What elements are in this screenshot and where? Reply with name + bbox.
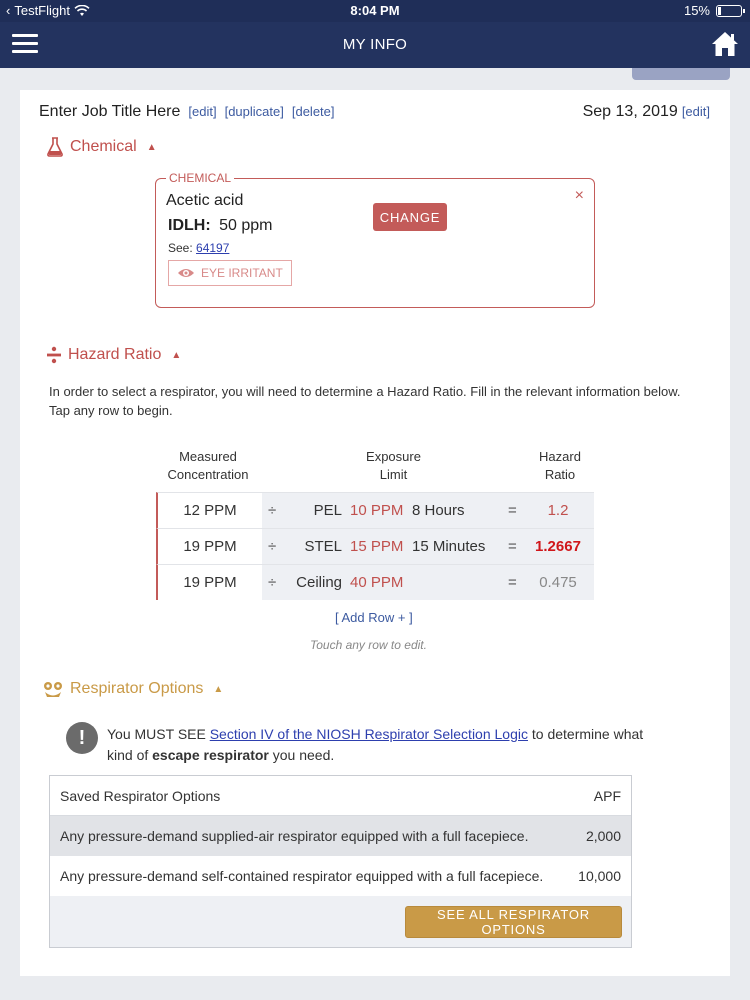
niosh-logic-link[interactable]: Section IV of the NIOSH Respirator Selection Logic [209,726,528,742]
battery-percent: 15% [683,3,710,18]
limit-cell-group [262,529,594,564]
add-row-link[interactable]: [ Add Row + ] [335,610,413,625]
measured-cell: 12 PPM [158,493,262,528]
eye-irritant-badge [168,260,292,286]
flask-icon [46,137,64,157]
status-bar [0,0,750,22]
limit-value: 10 PPM [350,502,404,519]
badge-text: EYE IRRITANT [201,266,283,280]
limit-cell-group [262,493,594,528]
job-date: Sep 13, 2019 [582,103,678,120]
job-title: Enter Job Title Here [39,103,181,120]
job-date-group [583,103,710,121]
chemical-legend: CHEMICAL [166,171,234,185]
change-chemical-button[interactable]: CHANGE [373,203,447,231]
job-card [20,90,730,976]
eye-icon [177,267,195,279]
collapse-triangle-icon: ▲ [146,141,157,153]
chemical-card [155,171,595,308]
measured-cell: 19 PPM [158,565,262,600]
header-exposure: Exposure Limit [366,449,421,482]
limit-duration: 8 Hours [412,502,465,519]
collapse-triangle-icon: ▲ [213,683,224,695]
limit-cell-group [262,565,594,600]
apf-header: APF [593,788,621,804]
respirator-table-header [50,776,631,816]
remove-chemical-icon[interactable]: × [574,187,584,204]
battery-icon [716,5,742,17]
divide-icon [46,346,62,364]
hazard-ratio-value: 0.475 [539,574,577,591]
hazard-row[interactable] [156,528,594,564]
idlh-label: IDLH: [168,217,211,234]
page-title: MY INFO [342,36,408,53]
hazard-table-header [156,438,594,492]
hazard-description: In order to select a respirator, you will need to determine a Hazard Ratio. Fill in the relevant information below. Tap any row to begin. [49,384,681,418]
touch-hint: Touch any row to edit. [310,638,427,652]
respirator-mask-icon [42,679,64,699]
respirator-apf: 2,000 [585,828,621,844]
warning-icon: ! [66,722,98,754]
warning-text: You MUST SEE Section IV of the NIOSH Respirator Selection Logic to determine what kind of escape respirator you need. [107,726,644,763]
chemical-section-header[interactable] [46,137,157,157]
equals-symbol: = [508,574,517,591]
hazard-ratio-table [156,438,594,600]
limit-value: 40 PPM [350,574,404,591]
respirator-heading: Respirator Options [70,680,204,697]
battery-fill [718,7,721,15]
limit-type: STEL [304,538,342,555]
nav-bar [0,22,750,68]
measured-cell: 19 PPM [158,529,262,564]
divide-symbol: ÷ [268,574,277,591]
collapse-triangle-icon: ▲ [171,349,182,361]
respirator-name: Any pressure-demand supplied-air respirator equipped with a full facepiece. [60,828,529,844]
equals-symbol: = [508,538,517,555]
delete-job-link[interactable]: [delete] [291,104,335,119]
hazard-ratio-value: 1.2667 [535,538,581,555]
equals-symbol: = [508,502,517,519]
divide-symbol: ÷ [268,538,277,555]
limit-duration: 15 Minutes [412,538,486,555]
respirator-section-header[interactable] [42,679,223,699]
status-app-name[interactable]: TestFlight [14,3,70,18]
table-title: Saved Respirator Options [60,788,221,804]
edit-job-link[interactable]: [edit] [188,104,217,119]
respirator-name: Any pressure-demand self-contained respirator equipped with a full facepiece. [60,868,544,884]
chemical-name: Acetic acid [166,192,244,209]
header-ratio: Hazard Ratio [539,449,581,482]
limit-type: Ceiling [296,574,342,591]
edit-date-link[interactable]: [edit] [681,104,710,119]
hazard-ratio-value: 1.2 [547,502,569,519]
hazard-section-header[interactable] [46,346,181,364]
tab-stub[interactable] [632,68,730,80]
see-reference-link[interactable]: 64197 [196,241,230,255]
hazard-row[interactable] [156,492,594,528]
saved-respirator-table [49,775,632,948]
see-row [168,241,229,255]
respirator-row[interactable] [50,856,631,896]
status-time: 8:04 PM [350,3,400,18]
job-header [39,103,335,121]
divide-symbol: ÷ [268,502,277,519]
respirator-row[interactable] [50,816,631,856]
hazard-row[interactable] [156,564,594,600]
header-measured: Measured Concentration [167,449,249,482]
home-icon[interactable] [710,30,740,58]
hazard-heading: Hazard Ratio [68,346,162,363]
see-all-respirators-button[interactable]: SEE ALL RESPIRATOR OPTIONS [405,906,622,938]
idlh-value: 50 ppm [219,217,273,234]
limit-type: PEL [313,502,342,519]
respirator-apf: 10,000 [578,868,621,884]
limit-value: 15 PPM [350,538,404,555]
escape-respirator-text: escape respirator [152,747,269,763]
idlh-row [168,217,272,235]
duplicate-job-link[interactable]: [duplicate] [224,104,284,119]
see-label: See: [168,241,193,255]
status-right [684,3,742,18]
back-chevron-icon[interactable]: ‹ [6,3,11,18]
chemical-heading: Chemical [70,138,137,155]
